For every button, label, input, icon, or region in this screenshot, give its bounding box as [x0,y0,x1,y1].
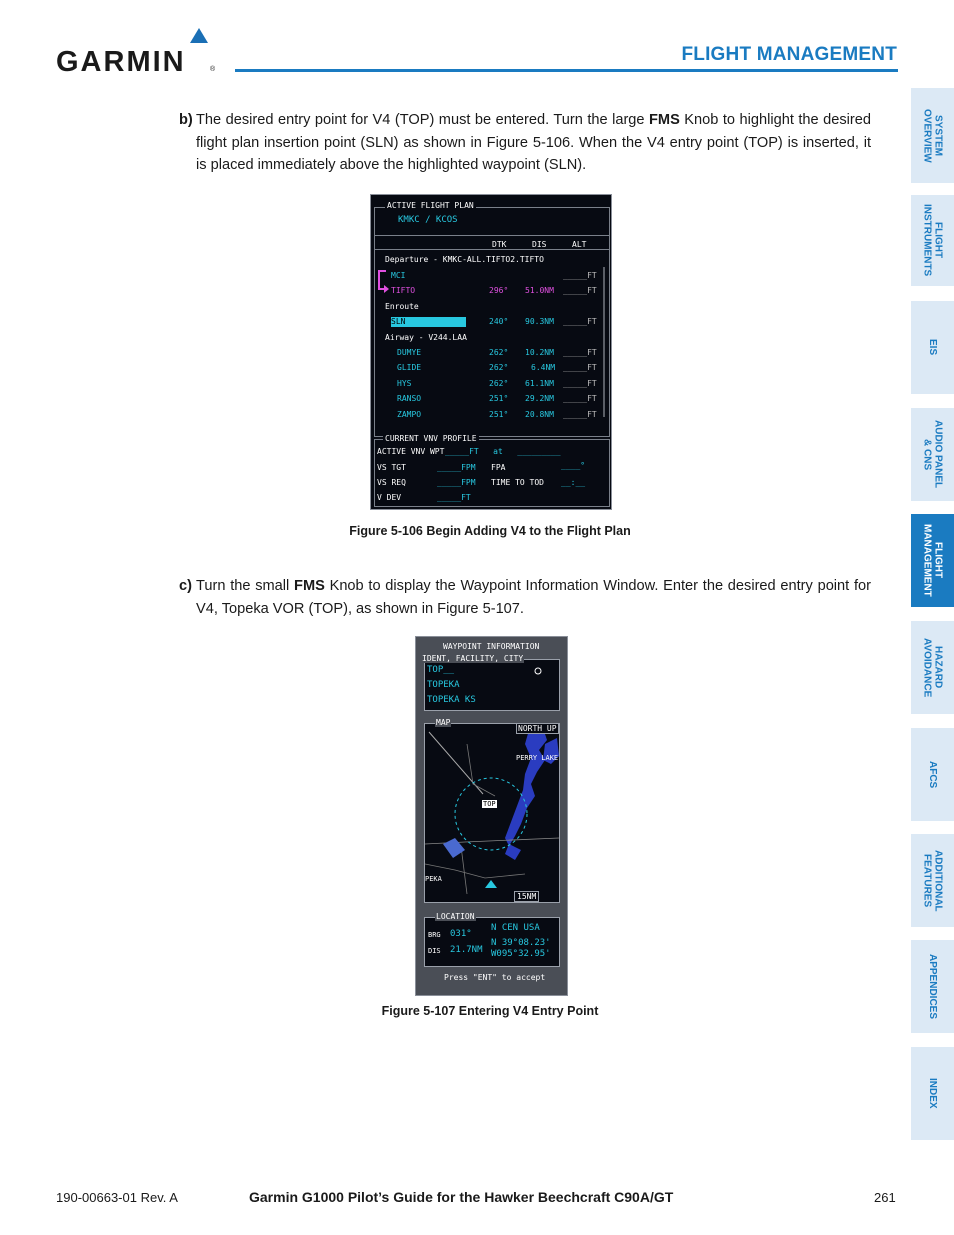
row-glide-name: GLIDE [397,363,422,372]
active-leg-arrow-icon [376,269,390,295]
latitude-value: N 39°08.23' [491,938,551,948]
vs-req-label: VS REQ [377,478,406,487]
tab-flight-management[interactable]: FLIGHT MANAGEMENT [911,514,954,607]
tab-additional-features[interactable]: ADDITIONAL FEATURES [911,834,954,927]
row-zampo-dis: 20.8NM [525,410,554,419]
row-glide-alt: _____FT [563,363,597,372]
row-sln-name: SLN [391,317,406,326]
perry-lake-label: PERRY LAKE [516,754,559,762]
row-tifto-dtk: 296° [489,286,509,295]
vnv-active-value: _____FT at _________ [445,447,561,456]
row-tifto-dis: 51.0NM [525,286,554,295]
top-vor-label: TOP [483,800,496,808]
time-to-tod-value: __:__ [561,478,586,487]
row-hys-dis: 61.1NM [525,379,554,388]
row-airway: Airway - V244.LAA [385,333,467,342]
map-graphic [425,724,559,902]
flight-plan-panel-title: ACTIVE FLIGHT PLAN [387,201,474,210]
row-sln-alt: _____FT [563,317,597,326]
garmin-logo [56,28,218,76]
col-alt: ALT [572,240,587,249]
step-c-paragraph [179,575,871,620]
tab-flight-instruments[interactable]: FLIGHT INSTRUMENTS [911,195,954,286]
location-label: LOCATION [436,912,475,921]
vnv-active-label: ACTIVE VNV WPT [377,447,445,456]
columns-divider [374,249,610,250]
map-range-scale[interactable]: 15NM [514,891,539,902]
row-dumye-dis: 10.2NM [525,348,554,357]
step-b-text: The desired entry point for V4 (TOP) must be entered. Turn the large FMS Knob to highlight the desired flight plan insertion point (SLN) as shown in Figure 5-106. When the V4 entry point (TOP) is inserted, it is placed immediately above the highlighted waypoint (SLN). [196,112,871,173]
row-glide-dis: 6.4NM [531,363,556,372]
facility-name: TOPEKA [427,680,460,690]
row-sln-dtk: 240° [489,317,509,326]
brg-label: BRG [428,931,441,939]
tab-system-overview[interactable]: SYSTEM OVERVIEW [911,88,954,183]
dis-value: 21.7NM [450,945,483,955]
logo-text: GARMIN [56,46,186,78]
dis-label: DIS [428,947,441,955]
row-ranso-dtk: 251° [489,394,509,403]
step-c-label: c) [179,578,192,594]
fms-bold: FMS [649,112,680,128]
flight-plan-route: KMKC / KCOS [398,215,458,225]
row-dumye-name: DUMYE [397,348,422,357]
time-to-tod-label: TIME TO TOD [491,478,544,487]
row-hys-alt: _____FT [563,379,597,388]
logo-registered-mark: ® [210,66,216,73]
region-value: N CEN USA [491,923,540,933]
footer-title: Garmin G1000 Pilot’s Guide for the Hawker Beechcraft C90A/GT [249,1189,674,1205]
row-mci-alt: _____FT [563,271,597,280]
tab-appendices[interactable]: APPENDICES [911,940,954,1033]
col-dis: DIS [532,240,547,249]
ident-label: IDENT, FACILITY, CITY [422,654,524,663]
fms-bold: FMS [294,578,325,594]
tab-afcs[interactable]: AFCS [911,728,954,821]
row-dumye-dtk: 262° [489,348,509,357]
row-ranso-name: RANSO [397,394,422,403]
col-dtk: DTK [492,240,507,249]
tab-eis[interactable]: EIS [911,301,954,394]
vs-req-value: _____FPM [437,478,476,487]
active-flight-plan-figure [370,194,612,510]
press-ent-prompt: Press "ENT" to accept [444,973,546,982]
fpa-label: FPA [491,463,506,472]
figure-106-caption: Figure 5-106 Begin Adding V4 to the Flight Plan [349,524,631,538]
tab-index[interactable]: INDEX [911,1047,954,1140]
step-b-paragraph [179,109,871,177]
row-zampo-dtk: 251° [489,410,509,419]
vor-symbol-icon [533,667,543,675]
row-zampo-alt: _____FT [563,410,597,419]
row-dumye-alt: _____FT [563,348,597,357]
flight-plan-scrollbar[interactable] [603,267,605,417]
row-hys-name: HYS [397,379,412,388]
v-dev-value: _____FT [437,493,471,502]
row-hys-dtk: 262° [489,379,509,388]
map-label: MAP [436,718,451,727]
map-pane[interactable] [424,723,560,903]
vs-tgt-value: _____FPM [437,463,476,472]
brg-value: 031° [450,929,472,939]
north-up-label: NORTH UP [518,724,557,733]
ident-input[interactable]: TOP__ [427,665,455,675]
row-tifto-alt: _____FT [563,286,597,295]
row-glide-dtk: 262° [489,363,509,372]
section-title: FLIGHT MANAGEMENT [681,44,897,65]
tab-audio-panel[interactable]: AUDIO PANEL & CNS [911,408,954,501]
waypoint-information-figure [415,636,568,996]
row-enroute: Enroute [385,302,419,311]
waypoint-info-title: WAYPOINT INFORMATION [443,642,540,651]
row-departure: Departure - KMKC-ALL.TIFTO2.TIFTO [385,255,544,264]
route-divider [374,235,610,236]
garmin-triangle-icon [190,28,208,43]
row-ranso-dis: 29.2NM [525,394,554,403]
fpa-value: ____° [561,461,586,470]
row-mci-name: MCI [391,271,406,280]
row-zampo-name: ZAMPO [397,410,422,419]
tab-hazard-avoidance[interactable]: HAZARD AVOIDANCE [911,621,954,714]
header-rule [235,69,898,72]
vnv-profile-title: CURRENT VNV PROFILE [385,434,477,443]
vs-tgt-label: VS TGT [377,463,406,472]
step-b-label: b) [179,112,193,128]
footer-doc-number: 190-00663-01 Rev. A [56,1190,178,1205]
city-name: TOPEKA KS [427,695,476,705]
longitude-value: W095°32.95' [491,949,551,959]
figure-107-caption: Figure 5-107 Entering V4 Entry Point [381,1004,599,1018]
row-sln-dis: 90.3NM [525,317,554,326]
row-ranso-alt: _____FT [563,394,597,403]
footer-page-number: 261 [874,1190,896,1205]
row-tifto-name: TIFTO [391,286,416,295]
v-dev-label: V DEV [377,493,402,502]
topeka-map-label: PEKA [425,875,442,883]
step-c-text: Turn the small FMS Knob to display the Waypoint Information Window. Enter the desired entry point for V4, Topeka VOR (TOP), as shown in Figure 5-107. [196,578,871,617]
